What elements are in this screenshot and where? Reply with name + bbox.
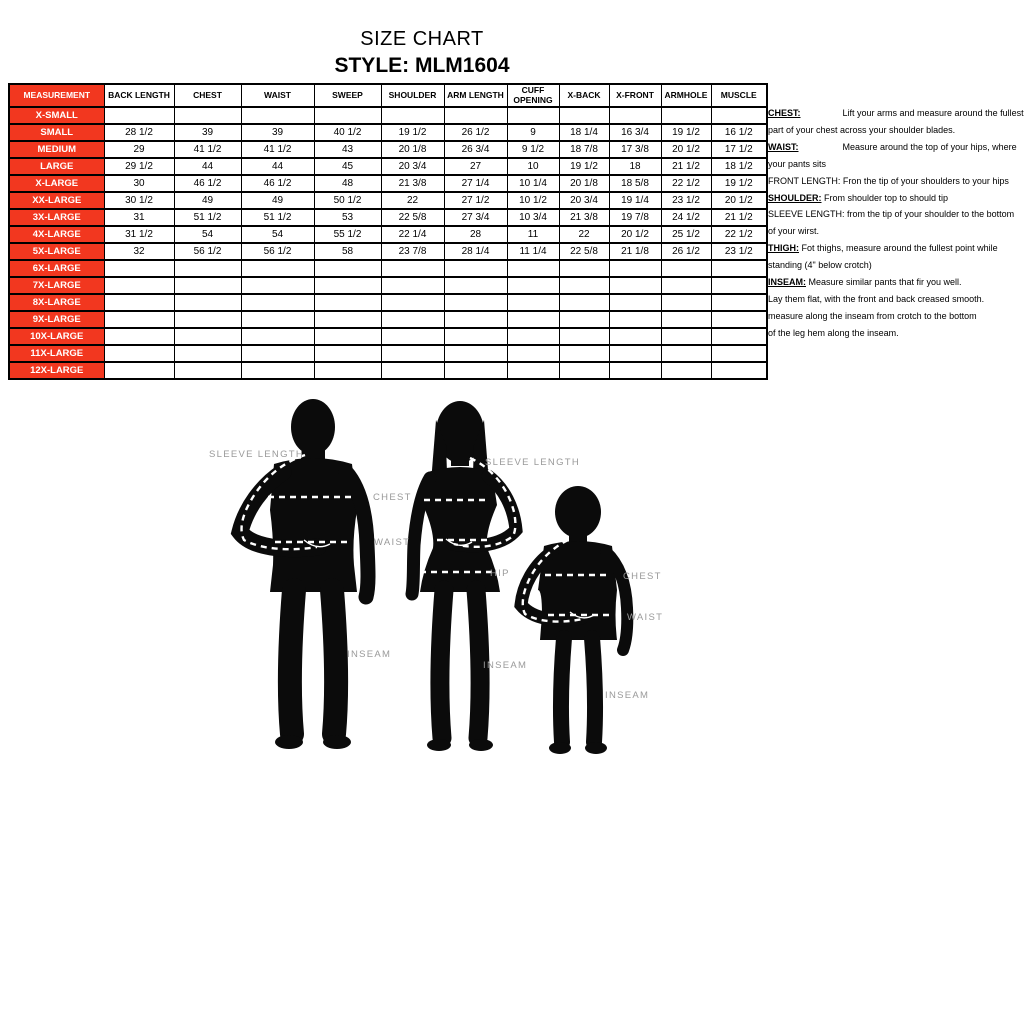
size-row-label: 3X-LARGE [9,209,104,226]
note-line: of your wirst. [768,226,820,237]
size-cell [174,311,241,328]
size-cell [104,277,174,294]
size-cell [444,260,507,277]
size-cell [104,345,174,362]
page-title: SIZE CHART [360,28,484,50]
size-cell [661,345,711,362]
child-waist-label: WAIST [627,612,664,623]
size-cell [241,294,314,311]
size-cell: 9 [507,124,559,141]
size-cell [609,311,661,328]
size-cell: 30 [104,175,174,192]
woman-hip-label: HIP [490,568,510,579]
size-cell [104,328,174,345]
woman-sleeve-length-label: SLEEVE LENGTH [485,457,581,468]
size-cell: 58 [314,243,381,260]
size-cell [104,362,174,379]
size-cell [507,294,559,311]
size-cell [559,107,609,124]
size-cell [174,294,241,311]
size-cell [609,107,661,124]
size-row-label: 7X-LARGE [9,277,104,294]
size-cell [609,260,661,277]
size-cell [661,294,711,311]
size-cell [609,328,661,345]
size-cell: 46 1/2 [241,175,314,192]
size-cell [711,311,767,328]
size-cell: 54 [241,226,314,243]
man-chest-label: CHEST [373,492,412,503]
size-cell [507,345,559,362]
size-cell [381,345,444,362]
size-cell [559,311,609,328]
size-cell [314,345,381,362]
size-cell: 21 1/8 [609,243,661,260]
size-cell [381,294,444,311]
size-cell: 11 1/4 [507,243,559,260]
column-header: CUFF OPENING [507,84,559,107]
size-cell [381,311,444,328]
column-header: MUSCLE [711,84,767,107]
size-cell [241,277,314,294]
size-cell [444,311,507,328]
size-cell: 22 [381,192,444,209]
size-cell [241,311,314,328]
size-cell [559,345,609,362]
size-cell: 32 [104,243,174,260]
size-cell [559,294,609,311]
column-header: SHOULDER [381,84,444,107]
size-cell [444,107,507,124]
child-silhouette [521,486,627,754]
size-cell [314,107,381,124]
column-header: BACK LENGTH [104,84,174,107]
size-cell: 16 1/2 [711,124,767,141]
size-cell: 19 1/4 [609,192,661,209]
size-cell [711,294,767,311]
size-row-label: 10X-LARGE [9,328,104,345]
size-cell: 27 [444,158,507,175]
size-cell [711,345,767,362]
size-cell: 55 1/2 [314,226,381,243]
size-cell [381,260,444,277]
size-cell [609,362,661,379]
size-cell: 28 1/2 [104,124,174,141]
size-cell: 19 1/2 [381,124,444,141]
size-cell [314,362,381,379]
size-row-label: X-SMALL [9,107,104,124]
note-keyword: CHEST: [768,108,801,118]
size-cell: 21 1/2 [711,209,767,226]
man-sleeve-length-label: SLEEVE LENGTH [209,449,305,460]
size-cell: 21 3/8 [381,175,444,192]
man-inseam-label: INSEAM [347,649,392,660]
size-row-label: 12X-LARGE [9,362,104,379]
size-cell: 54 [174,226,241,243]
size-cell [314,328,381,345]
size-cell: 27 1/4 [444,175,507,192]
style-number: STYLE: MLM1604 [334,54,510,77]
size-cell: 22 5/8 [559,243,609,260]
size-cell: 51 1/2 [174,209,241,226]
size-row-label: XX-LARGE [9,192,104,209]
size-cell: 41 1/2 [174,141,241,158]
size-row-label: 8X-LARGE [9,294,104,311]
size-cell: 56 1/2 [241,243,314,260]
size-cell [314,277,381,294]
size-cell: 23 1/2 [661,192,711,209]
size-cell [104,294,174,311]
size-cell [609,277,661,294]
size-cell [444,328,507,345]
size-cell [507,362,559,379]
size-cell: 29 [104,141,174,158]
size-cell: 17 3/8 [609,141,661,158]
size-cell: 41 1/2 [241,141,314,158]
size-cell [381,328,444,345]
size-cell [241,362,314,379]
size-cell [314,311,381,328]
size-cell: 22 [559,226,609,243]
size-cell [661,277,711,294]
size-cell: 56 1/2 [174,243,241,260]
table-row [9,243,767,260]
measurement-header: MEASUREMENT [9,84,104,107]
size-cell [661,311,711,328]
size-cell [711,107,767,124]
note-line: part of your chest across your shoulder blades. [768,124,956,135]
size-cell: 18 5/8 [609,175,661,192]
size-row-label: 11X-LARGE [9,345,104,362]
size-cell: 20 1/8 [559,175,609,192]
table-row [9,294,767,311]
size-cell: 9 1/2 [507,141,559,158]
size-row-label: LARGE [9,158,104,175]
size-cell: 40 1/2 [314,124,381,141]
column-header: SWEEP [314,84,381,107]
size-cell [174,345,241,362]
size-cell: 25 1/2 [661,226,711,243]
table-row [9,107,767,124]
size-cell: 18 7/8 [559,141,609,158]
note-line: SHOULDER: From shoulder top to should tip [768,192,949,203]
column-header: CHEST [174,84,241,107]
size-row-label: MEDIUM [9,141,104,158]
size-cell [314,260,381,277]
size-cell [507,107,559,124]
size-cell [609,294,661,311]
size-cell: 22 5/8 [381,209,444,226]
size-cell: 10 [507,158,559,175]
size-cell [507,311,559,328]
size-cell: 20 3/4 [559,192,609,209]
size-cell: 23 7/8 [381,243,444,260]
child-inseam-label: INSEAM [605,690,650,701]
title-block [334,28,509,78]
note-keyword: SHOULDER: [768,192,822,203]
table-header-row [9,84,767,107]
size-cell [507,260,559,277]
size-cell [174,277,241,294]
size-cell [507,328,559,345]
size-row-label: 4X-LARGE [9,226,104,243]
size-cell: 22 1/4 [381,226,444,243]
table-row [9,209,767,226]
size-cell: 22 1/2 [661,175,711,192]
size-cell: 45 [314,158,381,175]
table-row [9,158,767,175]
size-cell: 20 3/4 [381,158,444,175]
note-keyword: INSEAM: [768,277,806,288]
size-cell: 11 [507,226,559,243]
note-line: of the leg hem along the inseam. [768,327,899,338]
size-cell [241,345,314,362]
size-cell: 19 1/2 [661,124,711,141]
note-line: THIGH: Fot thighs, measure around the fullest point while [768,243,998,254]
note-line: measure along the inseam from crotch to the bottom [768,310,977,321]
table-row [9,260,767,277]
note-keyword: THIGH: [768,243,799,254]
size-cell [444,345,507,362]
column-header: X-BACK [559,84,609,107]
size-cell: 26 3/4 [444,141,507,158]
note-line: Lay them flat, with the front and back creased smooth. [768,293,985,304]
size-cell: 43 [314,141,381,158]
size-cell: 20 1/2 [711,192,767,209]
note-line: INSEAM: Measure similar pants that fir you well. [768,277,962,288]
size-cell: 28 [444,226,507,243]
column-header: ARMHOLE [661,84,711,107]
woman-inseam-label: INSEAM [483,660,528,671]
size-cell [661,260,711,277]
size-cell: 53 [314,209,381,226]
size-cell [507,277,559,294]
measurement-figures [180,390,700,770]
child-chest-label: CHEST [623,571,662,582]
size-cell [241,260,314,277]
size-cell [661,362,711,379]
size-cell: 26 1/2 [661,243,711,260]
man-waist-label: WAIST [374,537,411,548]
measurement-notes [768,105,1024,342]
size-cell [711,362,767,379]
size-cell [661,328,711,345]
table-row [9,192,767,209]
size-cell [314,294,381,311]
size-cell: 29 1/2 [104,158,174,175]
size-cell: 46 1/2 [174,175,241,192]
note-line: your pants sits [768,158,827,169]
size-cell [711,328,767,345]
size-cell [444,362,507,379]
size-cell: 44 [241,158,314,175]
size-cell: 24 1/2 [661,209,711,226]
note-line: CHEST: Lift your arms and measure around the fullest [768,105,1024,122]
table-row [9,362,767,379]
size-cell: 27 3/4 [444,209,507,226]
size-cell: 17 1/2 [711,141,767,158]
table-row [9,345,767,362]
size-cell [174,107,241,124]
size-cell: 39 [174,124,241,141]
size-cell [241,107,314,124]
size-cell: 22 1/2 [711,226,767,243]
woman-inseam-measure-line [458,602,461,735]
size-cell [174,362,241,379]
size-cell: 26 1/2 [444,124,507,141]
size-cell: 27 1/2 [444,192,507,209]
size-cell: 18 1/2 [711,158,767,175]
size-cell: 31 [104,209,174,226]
size-cell: 50 1/2 [314,192,381,209]
size-cell: 19 1/2 [711,175,767,192]
man-inseam-measure-line [313,602,316,734]
size-cell [444,277,507,294]
table-row [9,328,767,345]
size-cell [661,107,711,124]
size-cell [559,277,609,294]
size-cell [559,260,609,277]
column-header: ARM LENGTH [444,84,507,107]
size-cell: 20 1/2 [609,226,661,243]
note-line: standing (4" below crotch) [768,260,872,271]
column-header: X-FRONT [609,84,661,107]
size-cell [711,277,767,294]
note-line: SLEEVE LENGTH: from the tip of your shoulder to the bottom [768,209,1015,220]
size-cell: 16 3/4 [609,124,661,141]
note-line: FRONT LENGTH: Fron the tip of your shoulders to your hips [768,175,1009,186]
size-cell [381,107,444,124]
column-header: WAIST [241,84,314,107]
table-row [9,141,767,158]
size-cell: 39 [241,124,314,141]
size-cell: 48 [314,175,381,192]
size-row-label: 6X-LARGE [9,260,104,277]
size-cell: 18 1/4 [559,124,609,141]
size-cell [104,107,174,124]
size-cell: 31 1/2 [104,226,174,243]
size-cell [104,260,174,277]
size-cell: 10 1/2 [507,192,559,209]
size-cell: 21 3/8 [559,209,609,226]
table-row [9,226,767,243]
size-cell [711,260,767,277]
size-cell [174,260,241,277]
table-row [9,124,767,141]
size-cell: 21 1/2 [661,158,711,175]
size-row-label: X-LARGE [9,175,104,192]
size-cell [174,328,241,345]
size-cell: 20 1/2 [661,141,711,158]
size-cell: 44 [174,158,241,175]
size-cell: 28 1/4 [444,243,507,260]
size-cell: 18 [609,158,661,175]
size-cell [104,311,174,328]
note-line: WAIST: Measure around the top of your hips, where [768,139,1024,156]
size-cell: 30 1/2 [104,192,174,209]
size-row-label: 5X-LARGE [9,243,104,260]
size-cell: 19 7/8 [609,209,661,226]
size-row-label: 9X-LARGE [9,311,104,328]
size-cell [609,345,661,362]
size-cell [559,362,609,379]
size-cell [381,362,444,379]
table-row [9,311,767,328]
note-keyword: WAIST: [768,141,799,152]
size-cell [241,328,314,345]
size-cell [381,277,444,294]
size-cell [559,328,609,345]
table-row [9,277,767,294]
size-cell: 20 1/8 [381,141,444,158]
child-inseam-measure-line [578,648,580,744]
size-row-label: SMALL [9,124,104,141]
table-row [9,175,767,192]
size-cell: 23 1/2 [711,243,767,260]
size-cell: 19 1/2 [559,158,609,175]
size-cell: 49 [174,192,241,209]
size-cell: 51 1/2 [241,209,314,226]
size-table [8,83,768,380]
size-cell: 10 3/4 [507,209,559,226]
size-cell: 49 [241,192,314,209]
size-cell: 10 1/4 [507,175,559,192]
size-cell [444,294,507,311]
